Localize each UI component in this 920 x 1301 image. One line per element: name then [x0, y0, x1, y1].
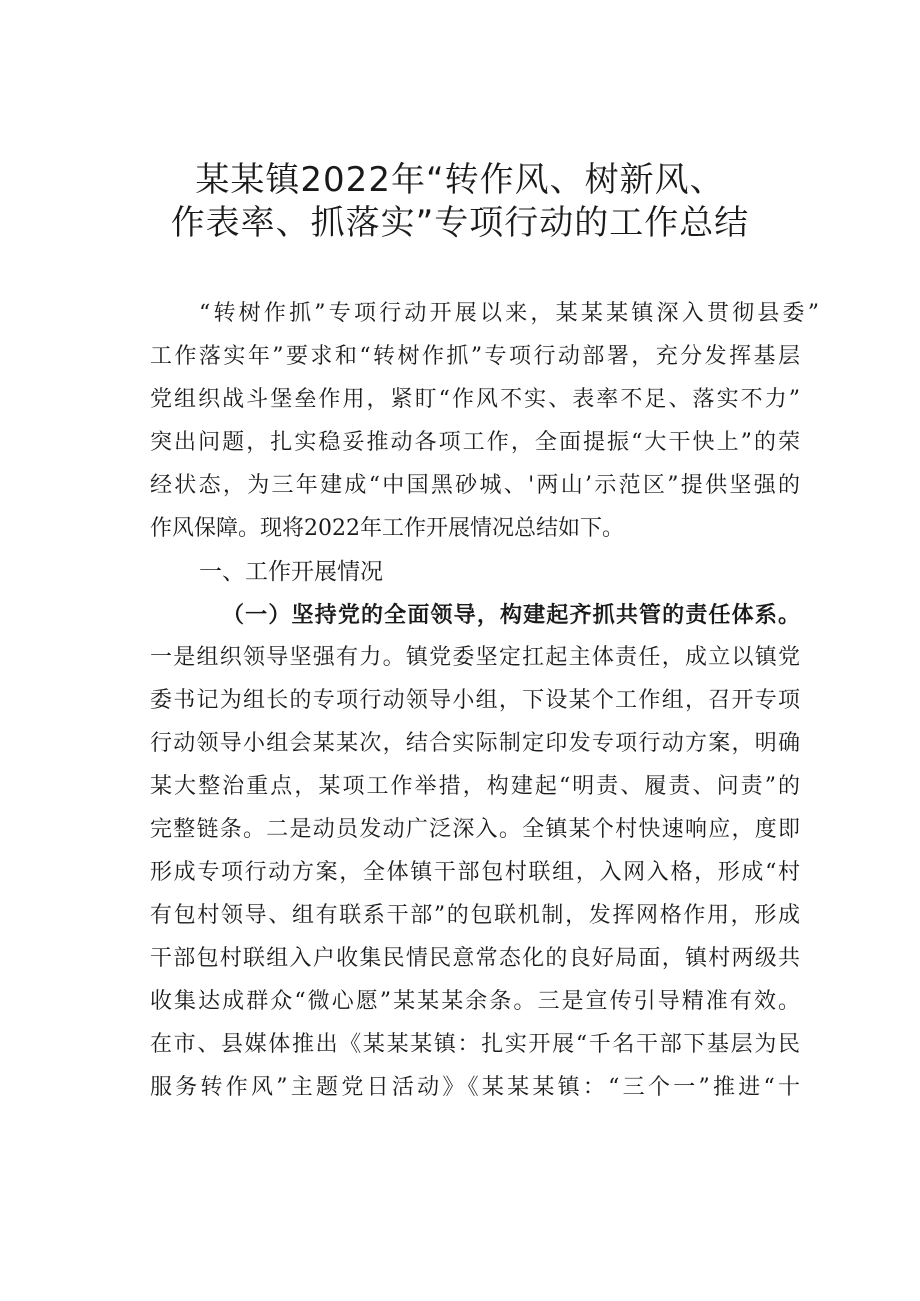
document-title-line-1: 某某镇2022年“转作风、树新风、 [195, 160, 725, 200]
intro-paragraph-line-5: 经状态，为三年建成“中国黑砂城、'两山’示范区”提供坚强的 [150, 473, 800, 498]
intro-paragraph-line-1: “转树作抓”专项行动开展以来，某某某镇深入贯彻县委” [199, 301, 819, 326]
subsection-paragraph-line-6: 形成专项行动方案，全体镇干部包村联组，入网入格，形成“村 [150, 860, 800, 885]
subsection-paragraph-line-3: 行动领导小组会某某次，结合实际制定印发专项行动方案，明确 [150, 731, 800, 756]
intro-paragraph-line-2: 工作落实年”要求和“转树作抓”专项行动部署，充分发挥基层 [150, 344, 800, 369]
section-heading-1: 一、工作开展情况 [199, 559, 383, 585]
subsection-paragraph-line-8: 干部包村联组入户收集民情民意常态化的良好局面，镇村两级共 [150, 946, 800, 971]
subsection-paragraph-line-10: 在市、县媒体推出《某某某镇：扎实开展“千名干部下基层为民 [150, 1032, 800, 1057]
intro-paragraph-line-4: 突出问题，扎实稳妥推动各项工作，全面提振“大干快上”的荣 [150, 430, 800, 455]
subsection-heading-1: （一）坚持党的全面领导，构建起齐抓共管的责任体系。 [222, 602, 800, 628]
subsection-paragraph-line-4: 某大整治重点，某项工作举措，构建起“明责、履责、问责”的 [150, 774, 800, 799]
subsection-paragraph-line-1: 一是组织领导坚强有力。镇党委坚定扛起主体责任，成立以镇党 [150, 645, 800, 670]
subsection-paragraph-line-11: 服务转作风”主题党日活动》《某某某镇：“三个一”推进“十 [150, 1075, 800, 1100]
subsection-paragraph-line-7: 有包村领导、组有联系干部”的包联机制，发挥网格作用，形成 [150, 903, 800, 928]
subsection-paragraph-line-2: 委书记为组长的专项行动领导小组，下设某个工作组，召开专项 [150, 688, 800, 713]
document-title-line-2: 作表率、抓落实”专项行动的工作总结 [170, 203, 750, 243]
subsection-paragraph-line-9: 收集达成群众“微心愿”某某某余条。三是宣传引导精准有效。 [150, 989, 800, 1014]
subsection-paragraph-line-5: 完整链条。二是动员发动广泛深入。全镇某个村快速响应，度即 [150, 817, 800, 842]
intro-paragraph-line-3: 党组织战斗堡垒作用，紧盯“作风不实、表率不足、落实不力” [150, 387, 800, 412]
intro-paragraph-line-6: 作风保障。现将2022年工作开展情况总结如下。 [150, 516, 624, 541]
